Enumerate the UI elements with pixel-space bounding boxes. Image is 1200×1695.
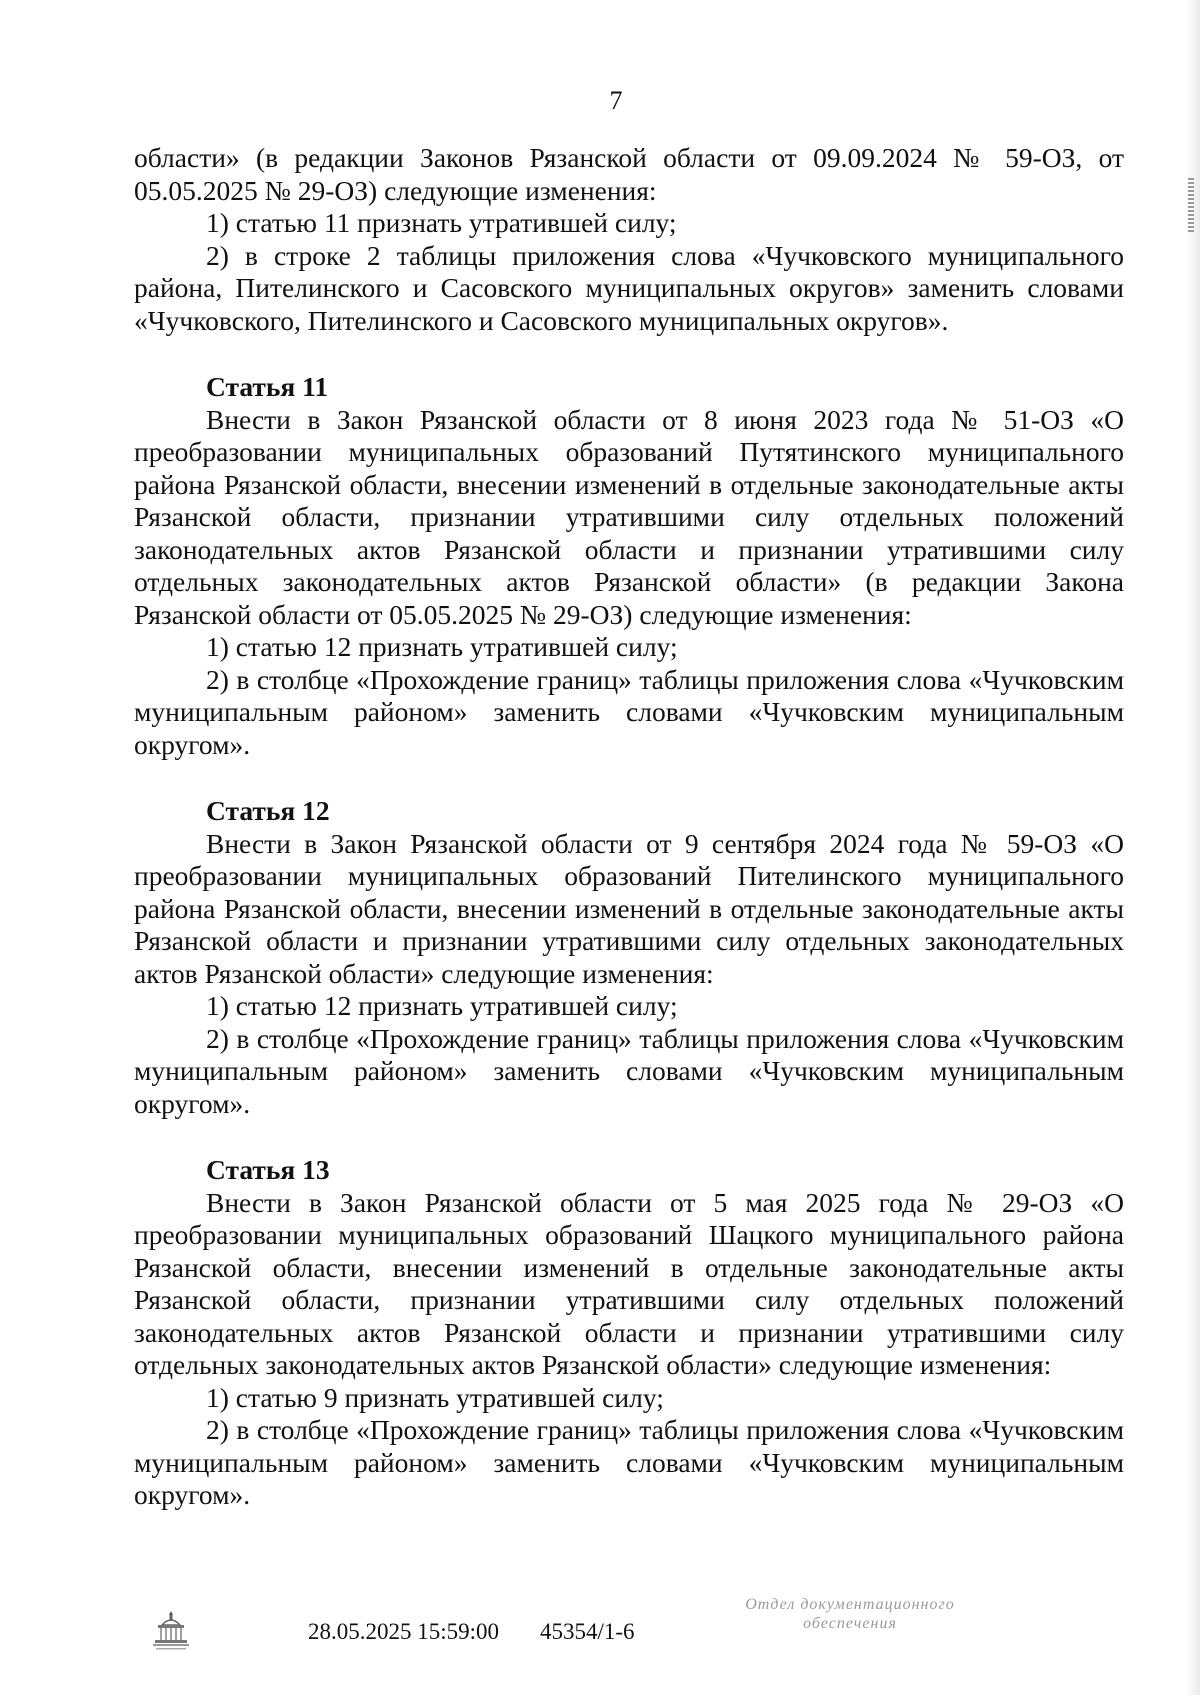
paragraph: 2) в строке 2 таблицы приложения слова «Чучковского муниципального района, Пителинского и Сасовского муниципальных округов» заменить словами «Чучковского, Пителинского и Сасовского муниципальных округов». [134,239,1124,336]
footer-reg-number: 45354/1-6 [540,1619,635,1644]
stamp-line-2: обеспечения [803,1615,897,1632]
scan-mark [1188,178,1194,232]
paragraph: 1) статью 12 признать утратившей силу; [206,990,678,1021]
article-heading: Статья 12 [206,795,330,826]
article-heading: Статья 11 [206,371,329,402]
paragraph: 1) статью 11 признать утратившей силу; [206,207,677,238]
page-number: 7 [609,86,623,115]
paragraph: области» (в редакции Законов Рязанской области от 09.09.2024 № 59-ОЗ, от 05.05.2025 № 29-ОЗ) следующие изменения: [134,142,1124,206]
paragraph: 2) в столбце «Прохождение границ» таблицы приложения слова «Чучковским муниципальным районом» заменить словами «Чучковским муниципальным округом». [134,663,1124,760]
duma-building-icon [150,1607,192,1655]
department-stamp [700,1595,1000,1633]
paragraph: Внести в Закон Рязанской области от 5 мая 2025 года № 29-ОЗ «О преобразовании муниципальных образований Шацкого муниципального района Рязанской области, внесении изменений в отдельные законодательные акты Рязанской области, признании утратившими силу отдельных положений законодательных актов Рязанской области и признании утратившими силу отдельных законодательных актов Рязанской области» следующие изменения: [134,1186,1124,1380]
scan-edge [1186,0,1200,1695]
paragraph: 2) в столбце «Прохождение границ» таблицы приложения слова «Чучковским муниципальным районом» заменить словами «Чучковским муниципальным округом». [134,1022,1124,1119]
paragraph: Внести в Закон Рязанской области от 8 июня 2023 года № 51-ОЗ «О преобразовании муниципальных образований Путятинского муниципального района Рязанской области, внесении изменений в отдельные законодательные акты Рязанской области, признании утратившими силу отдельных положений законодательных актов Рязанской области и признании утратившими силу отдельных законодательных актов Рязанской области» (в редакции Закона Рязанской области от 05.05.2025 № 29-ОЗ) следующие изменения: [134,403,1124,630]
footer-datetime: 28.05.2025 15:59:00 [308,1619,500,1644]
stamp-line-1: Отдел документационного [745,1596,955,1613]
document-body [134,142,1124,1512]
article-heading: Статья 13 [206,1154,330,1185]
footer [0,1596,1200,1675]
paragraph: 2) в столбце «Прохождение границ» таблицы приложения слова «Чучковским муниципальным районом» заменить словами «Чучковским муниципальным округом». [134,1414,1124,1510]
paragraph: Внести в Закон Рязанской области от 9 сентября 2024 года № 59-ОЗ «О преобразовании муниципальных образований Пителинского муниципального района Рязанской области, внесении изменений в отдельные законодательные акты Рязанской области и признании утратившими силу отдельных законодательных актов Рязанской области» следующие изменения: [134,827,1124,989]
paragraph: 1) статью 12 признать утратившей силу; [206,631,678,662]
paragraph: 1) статью 9 признать утратившей силу; [206,1381,664,1413]
